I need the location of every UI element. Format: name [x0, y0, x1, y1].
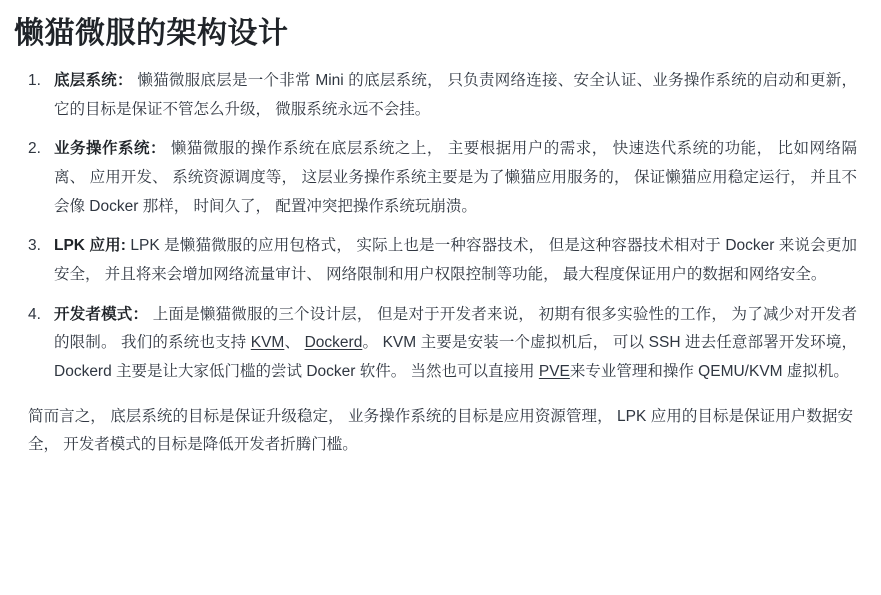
list-item — [54, 67, 863, 124]
list-item-text-between-links: 、 — [284, 334, 305, 352]
list-item-text: LPK 是懒猫微服的应用包格式， 实际上也是一种容器技术， 但是这种容器技术相对于 Docker 来说会更加安全， 并且将来会增加网络流量审计、 网络限制和用户权限控制等功能， 最大程度保证用户的数据和网络安全。 — [54, 237, 857, 284]
list-item-text-after-dockerd-link: 。 KVM 主要是安装一个虚拟机后， 可以 SSH 进去任意部署开发环境， Dockerd 主要是让大家低门槛的尝试 Docker 软件。 当然也可以直接用 — [54, 334, 857, 381]
list-item-text-before-kvm-link: 上面是懒猫微服的三个设计层， 但是对于开发者来说， 初期有很多实验性的工作， 为了减少对开发者的限制。 我们的系统也支持 — [54, 305, 857, 352]
kvm-link[interactable]: KVM — [250, 334, 285, 352]
list-item-text: 懒猫微服的操作系统在底层系统之上， 主要根据用户的需求， 快速迭代系统的功能， 比如网络隔离、 应用开发、 系统资源调度等， 这层业务操作系统主要是为了懒猫应用服务的， 保证懒猫应用稳定运行， 并且不会像 Docker 那样， 时间久了， 配置冲突把操作系统玩崩溃。 — [54, 140, 857, 215]
summary-paragraph: 简而言之， 底层系统的目标是保证升级稳定， 业务操作系统的目标是应用资源管理， LPK 应用的目标是保证用户数据安全， 开发者模式的目标是降低开发者折腾门槛。 — [28, 407, 853, 454]
list-item — [54, 301, 863, 387]
page-title: 懒猫微服的架构设计 — [14, 17, 289, 50]
list-item-lead: LPK 应用: — [54, 237, 126, 255]
list-item-lead: 业务操作系统： — [54, 140, 167, 158]
pve-link[interactable]: PVE — [538, 363, 570, 381]
list-item — [54, 135, 863, 221]
list-item-text: 懒猫微服底层是一个非常 Mini 的底层系统， 只负责网络连接、安全认证、业务操作系统的启动和更新， 它的目标是保证不管怎么升级， 微服系统永远不会挂。 — [54, 72, 857, 118]
list-item — [54, 232, 863, 289]
list-item-lead: 底层系统： — [54, 72, 133, 89]
architecture-list — [14, 67, 863, 387]
list-item-lead: 开发者模式： — [54, 305, 149, 323]
list-item-text-tail: 来专业管理和操作 QEMU/KVM 虚拟机。 — [569, 363, 849, 381]
dockerd-link[interactable]: Dockerd — [304, 334, 363, 352]
